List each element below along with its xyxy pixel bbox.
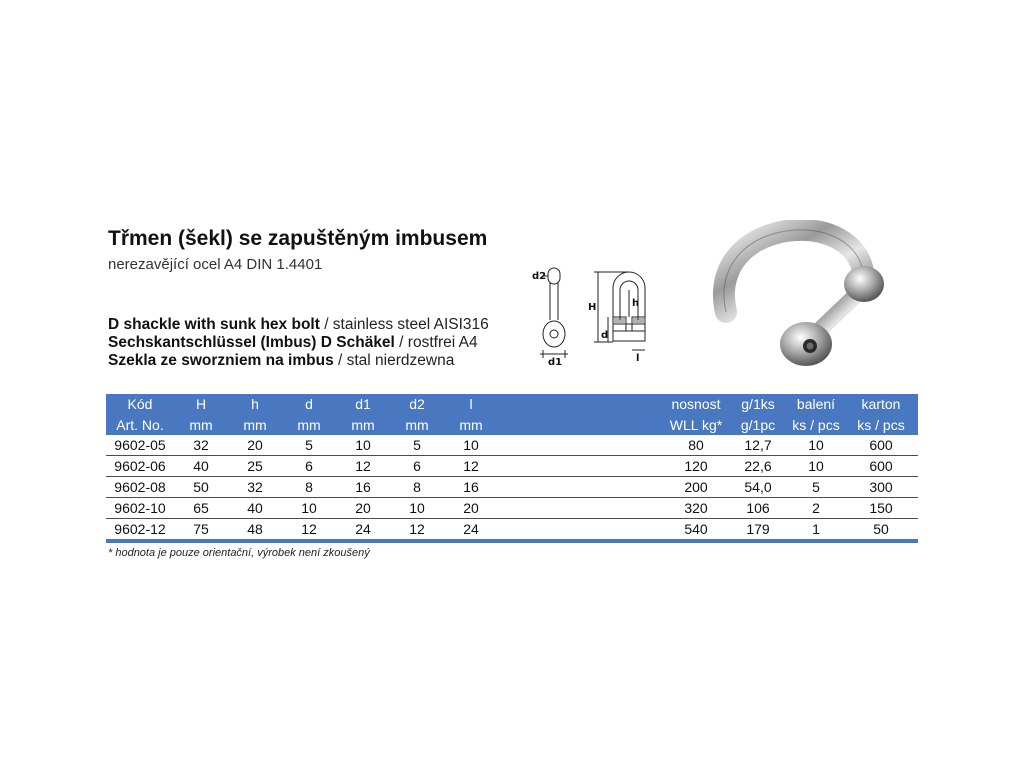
lang-line-de: Sechskantschlüssel (Imbus) D Schäkel / rostfrei A4 xyxy=(108,334,478,351)
table-cell: 20 xyxy=(228,435,282,456)
table-cell: 540 xyxy=(664,519,728,542)
header-cell: d1 xyxy=(336,394,390,414)
footnote: * hodnota je pouze orientační, výrobek není zkoušený xyxy=(108,547,370,559)
table-cell: 8 xyxy=(390,477,444,498)
header-cell: g/1pc xyxy=(728,414,788,435)
header-cell xyxy=(498,394,664,414)
table-cell: 600 xyxy=(844,456,918,477)
table-cell: 32 xyxy=(228,477,282,498)
table-cell: 12 xyxy=(444,456,498,477)
table-cell xyxy=(498,498,664,519)
header-cell: mm xyxy=(336,414,390,435)
table-row xyxy=(106,456,918,477)
shackle-photo xyxy=(706,220,896,370)
table-cell: 120 xyxy=(664,456,728,477)
header-cell xyxy=(498,414,664,435)
header-cell: WLL kg* xyxy=(664,414,728,435)
header-cell: karton xyxy=(844,394,918,414)
table-cell: 22,6 xyxy=(728,456,788,477)
table-cell: 9602-08 xyxy=(106,477,174,498)
header-cell: d2 xyxy=(390,394,444,414)
table-cell: 10 xyxy=(390,498,444,519)
table-cell xyxy=(498,435,664,456)
table-cell: 8 xyxy=(282,477,336,498)
table-cell: 16 xyxy=(444,477,498,498)
table-cell: 600 xyxy=(844,435,918,456)
table-row xyxy=(106,435,918,456)
lang-line-pl: Szekla ze sworzniem na imbus / stal nierdzewna xyxy=(108,352,455,369)
table-cell: 106 xyxy=(728,498,788,519)
table-cell: 179 xyxy=(728,519,788,542)
header-cell: Kód xyxy=(106,394,174,414)
header-cell: mm xyxy=(174,414,228,435)
table-cell: 24 xyxy=(336,519,390,542)
header-cell: mm xyxy=(228,414,282,435)
product-title: Třmen (šekl) se zapuštěným imbusem xyxy=(108,227,488,250)
table-cell: 16 xyxy=(336,477,390,498)
header-cell: d xyxy=(282,394,336,414)
header-cell: nosnost xyxy=(664,394,728,414)
table-cell: 25 xyxy=(228,456,282,477)
table-cell: 40 xyxy=(228,498,282,519)
table-cell: 6 xyxy=(390,456,444,477)
table-cell: 10 xyxy=(336,435,390,456)
table-cell: 80 xyxy=(664,435,728,456)
table-cell: 300 xyxy=(844,477,918,498)
table-row xyxy=(106,519,918,542)
table-header-row-2 xyxy=(106,414,918,435)
table-cell: 54,0 xyxy=(728,477,788,498)
label-h: h xyxy=(632,298,640,309)
table-cell: 320 xyxy=(664,498,728,519)
table-cell: 10 xyxy=(444,435,498,456)
table-header-row-1 xyxy=(106,394,918,414)
table-cell: 200 xyxy=(664,477,728,498)
table-cell: 12 xyxy=(336,456,390,477)
label-d2: d2 xyxy=(532,271,547,282)
table-cell: 20 xyxy=(336,498,390,519)
header-cell: g/1ks xyxy=(728,394,788,414)
table-cell: 12 xyxy=(390,519,444,542)
table-cell: 2 xyxy=(788,498,844,519)
header-cell: mm xyxy=(282,414,336,435)
table-cell: 50 xyxy=(174,477,228,498)
table-cell xyxy=(498,477,664,498)
label-H: H xyxy=(588,302,597,313)
table-cell: 24 xyxy=(444,519,498,542)
header-cell: l xyxy=(444,394,498,414)
lang-line-en: D shackle with sunk hex bolt / stainless steel AISI316 xyxy=(108,316,489,333)
table-cell: 50 xyxy=(844,519,918,542)
table-cell: 10 xyxy=(788,435,844,456)
table-cell: 12,7 xyxy=(728,435,788,456)
table-cell: 5 xyxy=(788,477,844,498)
header-cell: ks / pcs xyxy=(844,414,918,435)
table-cell xyxy=(498,456,664,477)
spec-table xyxy=(106,394,918,543)
table-cell: 32 xyxy=(174,435,228,456)
label-d1: d1 xyxy=(548,357,563,366)
table-cell: 10 xyxy=(282,498,336,519)
table-cell: 40 xyxy=(174,456,228,477)
technical-drawing xyxy=(528,262,678,366)
table-cell: 6 xyxy=(282,456,336,477)
header-cell: mm xyxy=(390,414,444,435)
header-cell: ks / pcs xyxy=(788,414,844,435)
header-cell: balení xyxy=(788,394,844,414)
table-cell: 1 xyxy=(788,519,844,542)
table-cell xyxy=(498,519,664,542)
table-cell: 20 xyxy=(444,498,498,519)
header-cell: mm xyxy=(444,414,498,435)
table-cell: 9602-10 xyxy=(106,498,174,519)
product-subtitle: nerezavějící ocel A4 DIN 1.4401 xyxy=(108,256,323,273)
table-cell: 9602-05 xyxy=(106,435,174,456)
table-cell: 10 xyxy=(788,456,844,477)
label-l: l xyxy=(636,353,640,364)
table-cell: 48 xyxy=(228,519,282,542)
table-cell: 65 xyxy=(174,498,228,519)
header-cell: h xyxy=(228,394,282,414)
header-cell: H xyxy=(174,394,228,414)
table-cell: 9602-06 xyxy=(106,456,174,477)
table-row xyxy=(106,477,918,498)
label-d: d xyxy=(601,330,609,341)
table-cell: 9602-12 xyxy=(106,519,174,542)
table-row xyxy=(106,498,918,519)
header-cell: Art. No. xyxy=(106,414,174,435)
table-cell: 5 xyxy=(282,435,336,456)
table-cell: 12 xyxy=(282,519,336,542)
table-cell: 150 xyxy=(844,498,918,519)
table-cell: 75 xyxy=(174,519,228,542)
table-cell: 5 xyxy=(390,435,444,456)
